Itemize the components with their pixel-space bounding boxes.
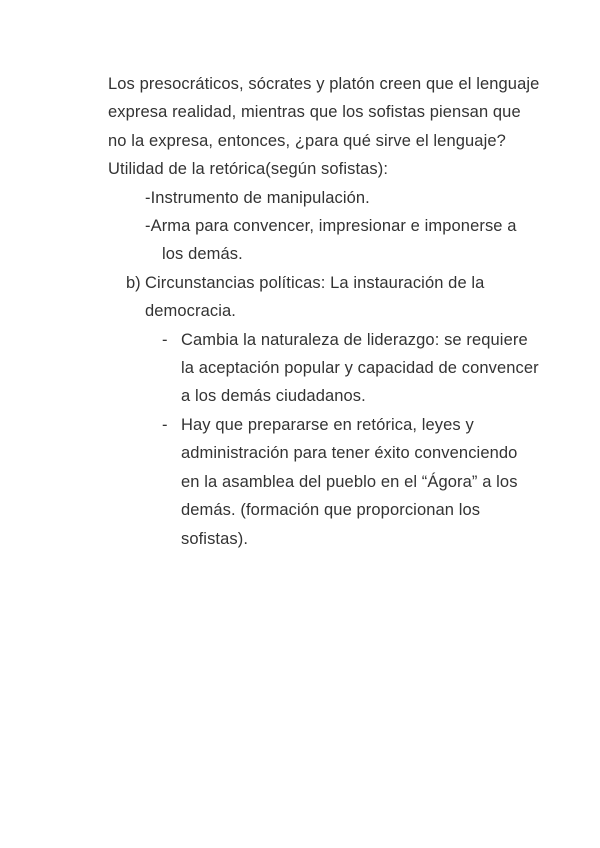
- political-list-marker: b): [126, 274, 141, 292]
- political-bullet-1-marker: -: [162, 331, 168, 349]
- political-bullet-2-line-5: sofistas).: [181, 530, 249, 548]
- rhetoric-item-1-line-1: -Instrumento de manipulación.: [145, 189, 370, 207]
- political-bullet-2-marker: -: [162, 416, 168, 434]
- political-bullet-2-line-3: en la asamblea del pueblo en el “Ágora” a los: [181, 473, 518, 491]
- political-heading-line-1: Circunstancias políticas: La instauración de la: [145, 274, 485, 292]
- rhetoric-item-2-line-1: -Arma para convencer, impresionar e imponerse a: [145, 217, 517, 235]
- political-bullet-2-line-4: demás. (formación que proporcionan los: [181, 501, 481, 519]
- political-bullet-2-line-1: Hay que prepararse en retórica, leyes y: [181, 416, 474, 434]
- intro-line-3: no la expresa, entonces, ¿para qué sirve el lenguaje?: [108, 132, 506, 150]
- political-heading-line-2: democracia.: [145, 302, 236, 320]
- political-bullet-1-line-1: Cambia la naturaleza de liderazgo: se requiere: [181, 331, 528, 349]
- political-bullet-1-line-2: la aceptación popular y capacidad de convencer: [181, 359, 539, 377]
- intro-line-1: Los presocráticos, sócrates y platón creen que el lenguaje: [108, 75, 540, 93]
- rhetoric-utility-heading: Utilidad de la retórica(según sofistas):: [108, 160, 389, 178]
- rhetoric-item-2-line-2: los demás.: [162, 245, 243, 263]
- political-bullet-2-line-2: administración para tener éxito convenciendo: [181, 444, 518, 462]
- political-bullet-1-line-3: a los demás ciudadanos.: [181, 387, 366, 405]
- intro-line-2: expresa realidad, mientras que los sofistas piensan que: [108, 103, 521, 121]
